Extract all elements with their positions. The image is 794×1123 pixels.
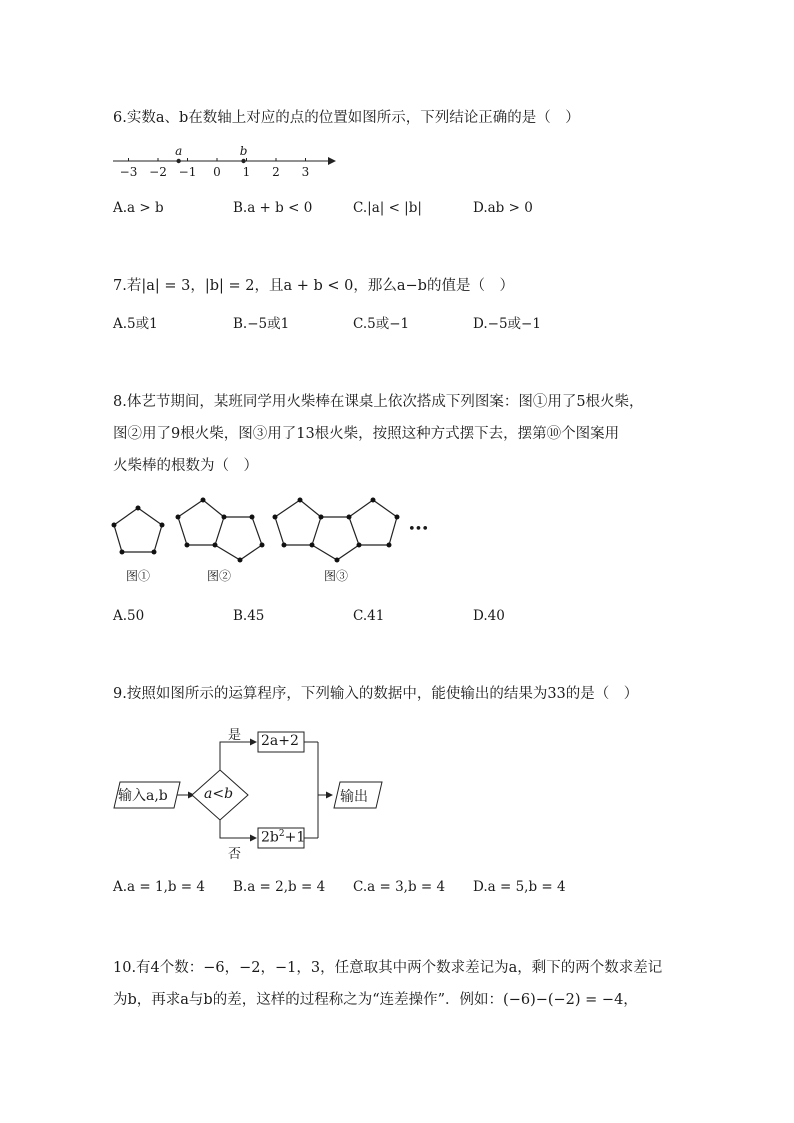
flow-no-label: 否 [228, 847, 242, 862]
q9-option-a[interactable]: A.a = 1,b = 4 [113, 879, 205, 895]
pattern-figure-1 [114, 508, 162, 552]
axis-tick-label: 2 [272, 165, 280, 179]
caption-figure-1: 图① [125, 569, 151, 583]
q8-option-a[interactable]: A.50 [113, 608, 145, 624]
caption-figure-3: 图③ [323, 569, 349, 583]
question-6-stem: 6.实数a、b在数轴上对应的点的位置如图所示，下列结论正确的是（ ） [113, 110, 580, 126]
question-8-line-1: 8.体艺节期间，某班同学用火柴棒在课桌上依次搭成下列图案：图①用了5根火柴， [113, 394, 644, 410]
axis-tick-label: −3 [119, 165, 138, 179]
axis-tick-label: 0 [213, 165, 221, 179]
q8-option-c[interactable]: C.41 [353, 608, 385, 624]
q7-option-a[interactable]: A.5或1 [113, 316, 158, 332]
q7-option-c[interactable]: C.5或−1 [353, 316, 410, 332]
flow-yes-label: 是 [228, 728, 242, 743]
point-b [241, 159, 245, 163]
question-8-line-3: 火柴棒的根数为（ ） [113, 458, 258, 474]
pattern-figure-3 [275, 500, 397, 560]
flow-no-expression [261, 829, 305, 846]
q6-option-b[interactable]: B.a + b < 0 [233, 200, 313, 216]
question-10-line-1: 10.有4个数：−6，−2，−1，3，任意取其中两个数求差记为a，剩下的两个数求差记 [113, 960, 663, 976]
q9-option-b[interactable]: B.a = 2,b = 4 [233, 879, 326, 895]
question-9-stem: 9.按照如图所示的运算程序，下列输入的数据中，能使输出的结果为33的是（ ） [113, 686, 639, 702]
axis-arrow [328, 157, 336, 165]
question-8-line-2: 图②用了9根火柴，图③用了13根火柴，按照这种方式摆下去，摆第⑩个图案用 [113, 426, 620, 442]
caption-figure-2: 图② [206, 569, 232, 583]
question-10-line-2: 为b，再求a与b的差，这样的过程称之为“连差操作”．例如：(−6)−(−2) = −4， [113, 992, 638, 1008]
flow-condition-text: a<b [204, 786, 234, 802]
no-expr-exponent: 2 [278, 829, 285, 839]
pattern-figure-2 [178, 500, 262, 560]
no-expr-tail: +1 [284, 829, 306, 846]
q9-option-d[interactable]: D.a = 5,b = 4 [473, 879, 566, 895]
q6-option-a[interactable]: A.a > b [113, 200, 164, 216]
q8-option-b[interactable]: B.45 [233, 608, 265, 624]
q7-option-b[interactable]: B.−5或1 [233, 316, 290, 332]
q8-option-d[interactable]: D.40 [473, 608, 505, 624]
q6-option-d[interactable]: D.ab > 0 [473, 200, 533, 216]
question-7-stem: 7.若|a| = 3，|b| = 2，且a + b < 0，那么a−b的值是（ ） [113, 278, 514, 294]
q6-option-c[interactable]: C.|a| < |b| [353, 200, 422, 216]
pentagon-patterns [100, 490, 440, 570]
axis-tick-label: −1 [178, 165, 197, 179]
flow-output-text: 输出 [340, 789, 368, 805]
point-a-label: a [175, 144, 183, 158]
flow-input-text: 输入a,b [118, 788, 168, 804]
flow-yes-expression: 2a+2 [261, 733, 299, 749]
ellipsis-dots: ••• [408, 522, 429, 537]
axis-tick-label: −2 [149, 165, 167, 179]
point-a [176, 159, 180, 163]
q7-option-d[interactable]: D.−5或−1 [473, 316, 541, 332]
q9-option-c[interactable]: C.a = 3,b = 4 [353, 879, 446, 895]
no-expr-base: 2b [261, 829, 279, 846]
point-b-label: b [239, 144, 248, 158]
axis-tick-label: 1 [242, 165, 251, 179]
axis-tick-label: 3 [301, 165, 310, 179]
